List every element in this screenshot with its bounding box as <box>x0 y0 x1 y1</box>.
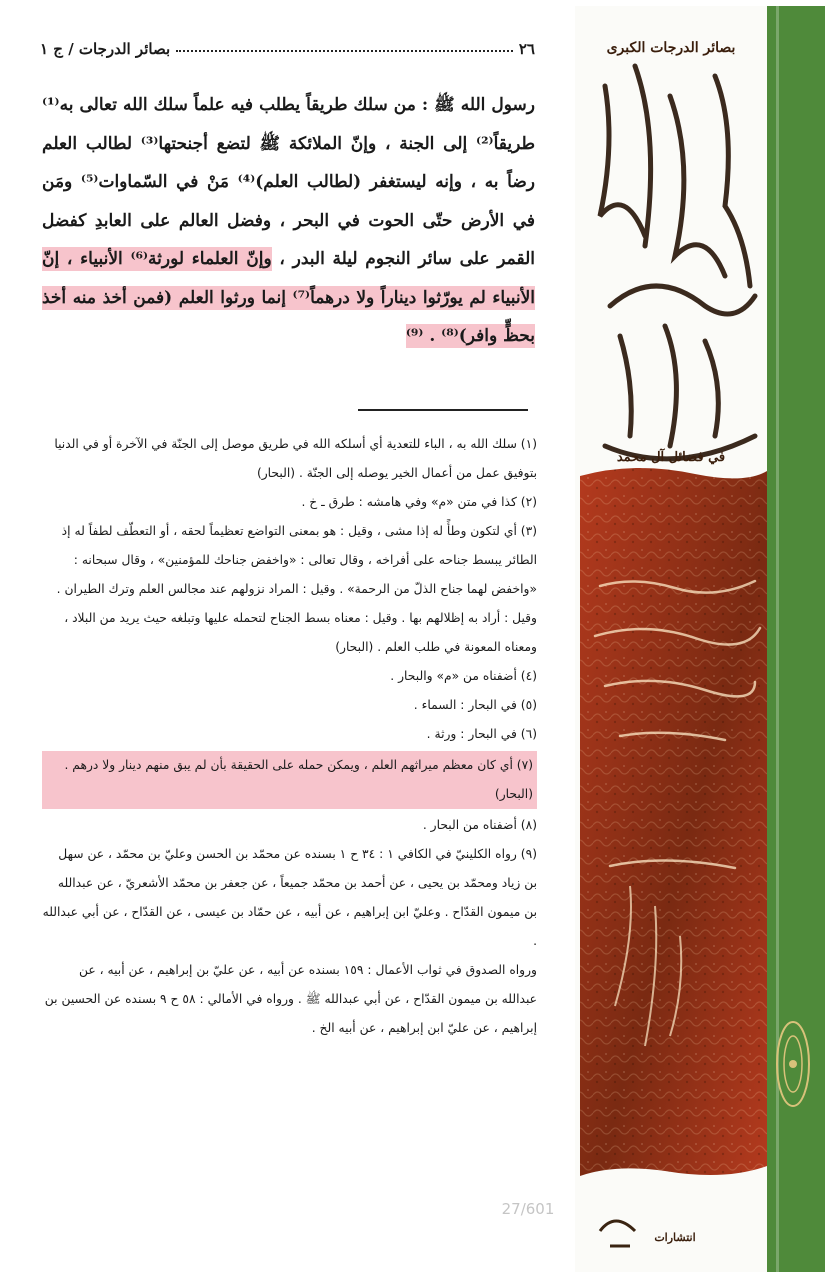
cover-art <box>575 6 825 1272</box>
main-text <box>42 86 535 356</box>
main-text-part: رسول الله ﷺ : من سلك طريقاً يطلب فيه علماً سلك الله تعالى به⁽¹⁾ طريقاً⁽²⁾ إلى الجنة ، وإنّ الملائكة ﷺ لتضع أجنحتها⁽³⁾ لطالب العلم رضاً به ، وإنه ليستغفر (لطالب العلم)⁽⁴⁾ مَنْ في السّماوات⁽⁵⁾ ومَن في الأرض حتّى الحوت في البحر ، وفضل العالم على العابدِ كفضل القمر على سائر النجوم ليلة البدر ، <box>42 95 536 269</box>
cover-subtitle: في فضائل آل محمد <box>616 450 726 465</box>
cover-publisher: انتشارات <box>654 1231 696 1244</box>
footnote: ورواه الصدوق في ثواب الأعمال : ١٥٩ بسنده عن أبيه ، عن عليّ بن إبراهيم ، عن أبيه ، عن عبدالله بن ميمون القدّاح ، عن أبي عبدالله ﷺ . ورواه في الأمالي : ٥٨ ح ٩ بسنده عن الحسين بن إبراهيم ، عن عليّ ابن إبراهيم ، عن أبيه الخ . <box>44 963 537 1035</box>
page-number: ٢٦ <box>518 40 535 58</box>
running-title: بصائر الدرجات / ج ١ <box>40 40 171 58</box>
footnote: (٨) أضفناه من البحار . <box>422 818 537 832</box>
footnote: (٣) أي لتكون وطأً له إذا مشى ، وقيل : هو بمعنى التواضع تعظيماً لحقه ، أو التعطّف لطفاً له إذ الطائر يبسط جناحه على أفراخه ، وقال تعالى : «واخفض جناحك للمؤمنين» ، وقال سبحانه : «واخفض لهما جناح الذلّ من الرحمة» . وقيل : المراد نزولهم عند مجالس العلم وترك الطيران . وقيل : أراد به إظلالهم بها . وقيل : معناه بسط الجناح لتحمله عليها وتبلغه حيث يريد من البلاد ، ومعناه المعونة في طلب العلم . (البحار) <box>56 524 537 654</box>
footnote: (٩) رواه الكلينيّ في الكافي ١ : ٣٤ ح ١ بسنده عن محمّد بن الحسن وعليّ بن محمّد ، عن سهل بن زياد ومحمّد بن يحيى ، عن أحمد بن محمّد جميعاً ، عن جعفر بن محمّد الأشعريّ ، عن عبدالله بن ميمون القدّاح . وعليّ ابن إبراهيم ، عن أبيه ، عن حمّاد بن عيسى ، عن القدّاح ، عن أبي عبدالله . <box>42 847 537 948</box>
header-dotted-leader <box>176 50 513 52</box>
page-indicator: 27/601 <box>501 1200 555 1218</box>
cover-title: بصائر الدرجات الكبرى <box>606 40 736 56</box>
highlighted-footnote: (٧) أي كان معظم ميراثهم العلم ، ويمكن حمله على الحقيقة بأن لم يبق منهم دينار ولا درهم . (البحار) <box>42 751 537 809</box>
footnote: (٦) في البحار : ورثة . <box>426 727 537 741</box>
cover-spine <box>767 6 825 1272</box>
footnotes <box>42 430 537 1043</box>
footnote-divider <box>358 409 528 411</box>
book-cover <box>575 6 825 1272</box>
footnote: (٤) أضفناه من «م» والبحار . <box>390 669 537 683</box>
page-header <box>40 32 535 58</box>
highlighted-passage: وإنّ العلماء لورثة⁽⁶⁾ الأنبياء ، إنّ الأنبياء لم يورّثوا ديناراً ولا درهماً⁽⁷⁾ إنما ورثوا العلم (فمن أخذ منه أخذ بحظٍّ وافر)⁽⁸⁾ . ⁽⁹⁾ <box>42 249 535 346</box>
footnote: (٥) في البحار : السماء . <box>413 698 537 712</box>
footnote: (٢) كذا في متن «م» وفي هامشه : طرق ـ خ . <box>301 495 537 509</box>
footnote: (١) سلك الله به ، الباء للتعدية أي أسلكه الله في طريق موصل إلى الجنّة في الآخرة أو في الدنيا بتوفيق عمل من أعمال الخير يوصله إلى الجنّة . (البحار) <box>54 437 537 480</box>
